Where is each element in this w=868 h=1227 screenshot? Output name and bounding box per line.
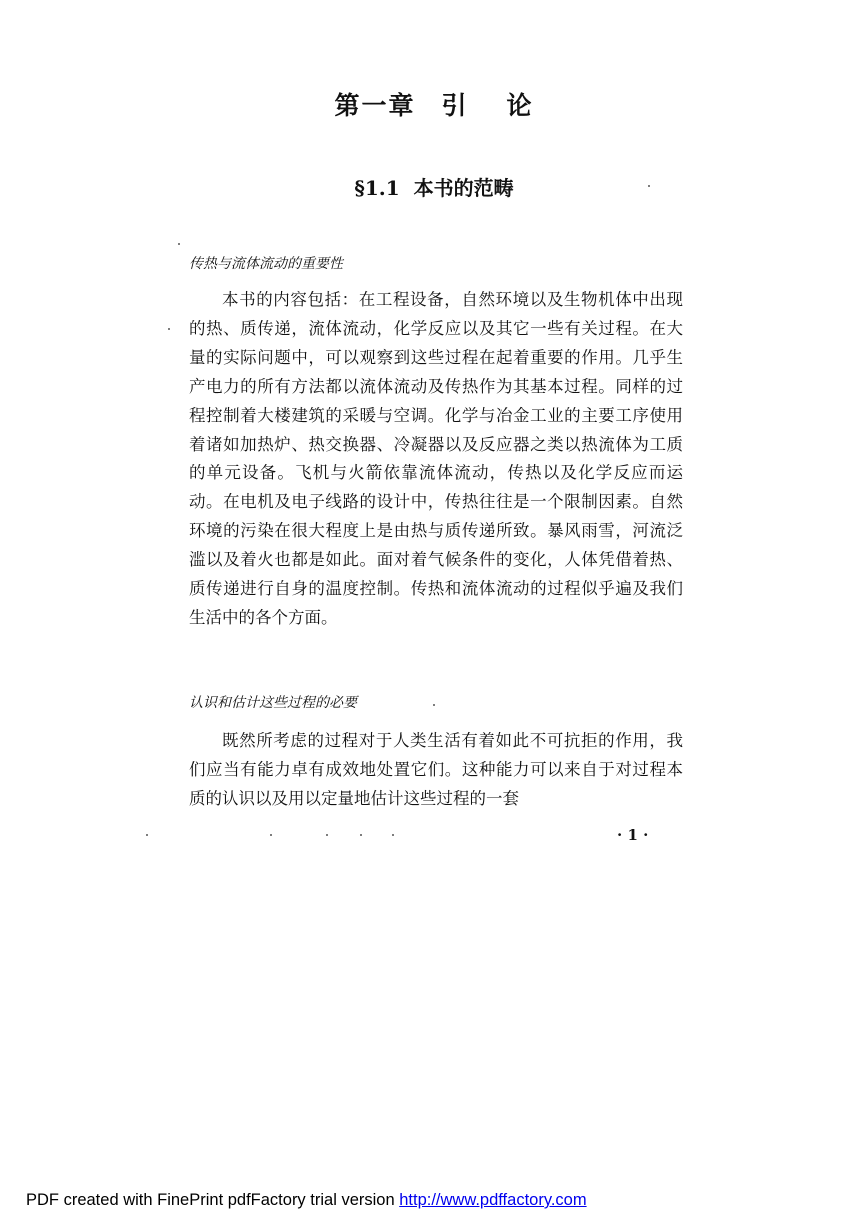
chapter-word-1: 引 (441, 91, 469, 120)
scan-speck (360, 834, 362, 836)
section-title (0, 172, 868, 201)
scan-speck (392, 834, 394, 836)
subheading-necessity: 认识和估计这些过程的必要 (189, 695, 357, 711)
paragraph-1 (189, 286, 683, 633)
section-number: §1.1 (354, 176, 400, 200)
paragraph-1-text: 本书的内容包括：在工程设备，自然环境以及生物机体中出现的热、质传递，流体流动，化学反应以及其它一些有关过程。在大量的实际问题中，可以观察到这些过程在起着重要的作用。几乎生产电力的所有方法都以流体流动及传热作为其基本过程。同样的过程控制着大楼建筑的采暖与空调。化学与冶金工业的主要工序使用着诸如加热炉、热交换器、冷凝器以及反应器之类以热流体为工质的单元设备。飞机与火箭依靠流体流动，传热以及化学反应而运动。在电机及电子线路的设计中，传热往往是一个限制因素。自然环境的污染在很大程度上是由热与质传递所致。暴风雨雪，河流泛滥以及着火也都是如此。面对着气候条件的变化，人体凭借着热、质传递进行自身的温度控制。传热和流体流动的过程似乎遍及我们生活中的各个方面。 (189, 290, 683, 627)
scan-speck (326, 834, 328, 836)
paragraph-2 (189, 727, 683, 814)
scan-speck (433, 704, 435, 706)
chapter-word-2: 论 (506, 91, 534, 120)
scan-speck (168, 328, 170, 330)
scan-speck (146, 834, 148, 836)
paragraph-2-text: 既然所考虑的过程对于人类生活有着如此不可抗拒的作用，我们应当有能力卓有成效地处置它们。这种能力可以来自于对过程本质的认识以及用以定量地估计这些过程的一套 (189, 731, 683, 808)
pdffactory-link[interactable]: http://www.pdffactory.com (399, 1191, 587, 1209)
scan-speck (270, 834, 272, 836)
scan-speck (178, 243, 180, 245)
footer-text: PDF created with FinePrint pdfFactory trial version (26, 1191, 400, 1209)
chapter-label: 第一章 (334, 91, 416, 120)
pdf-footer (26, 1191, 587, 1210)
page-number: · 1 · (617, 826, 649, 844)
section-title-text: 本书的范畴 (413, 176, 514, 200)
chapter-title (0, 86, 868, 122)
subheading-importance: 传热与流体流动的重要性 (189, 256, 343, 272)
scan-speck (648, 185, 650, 187)
